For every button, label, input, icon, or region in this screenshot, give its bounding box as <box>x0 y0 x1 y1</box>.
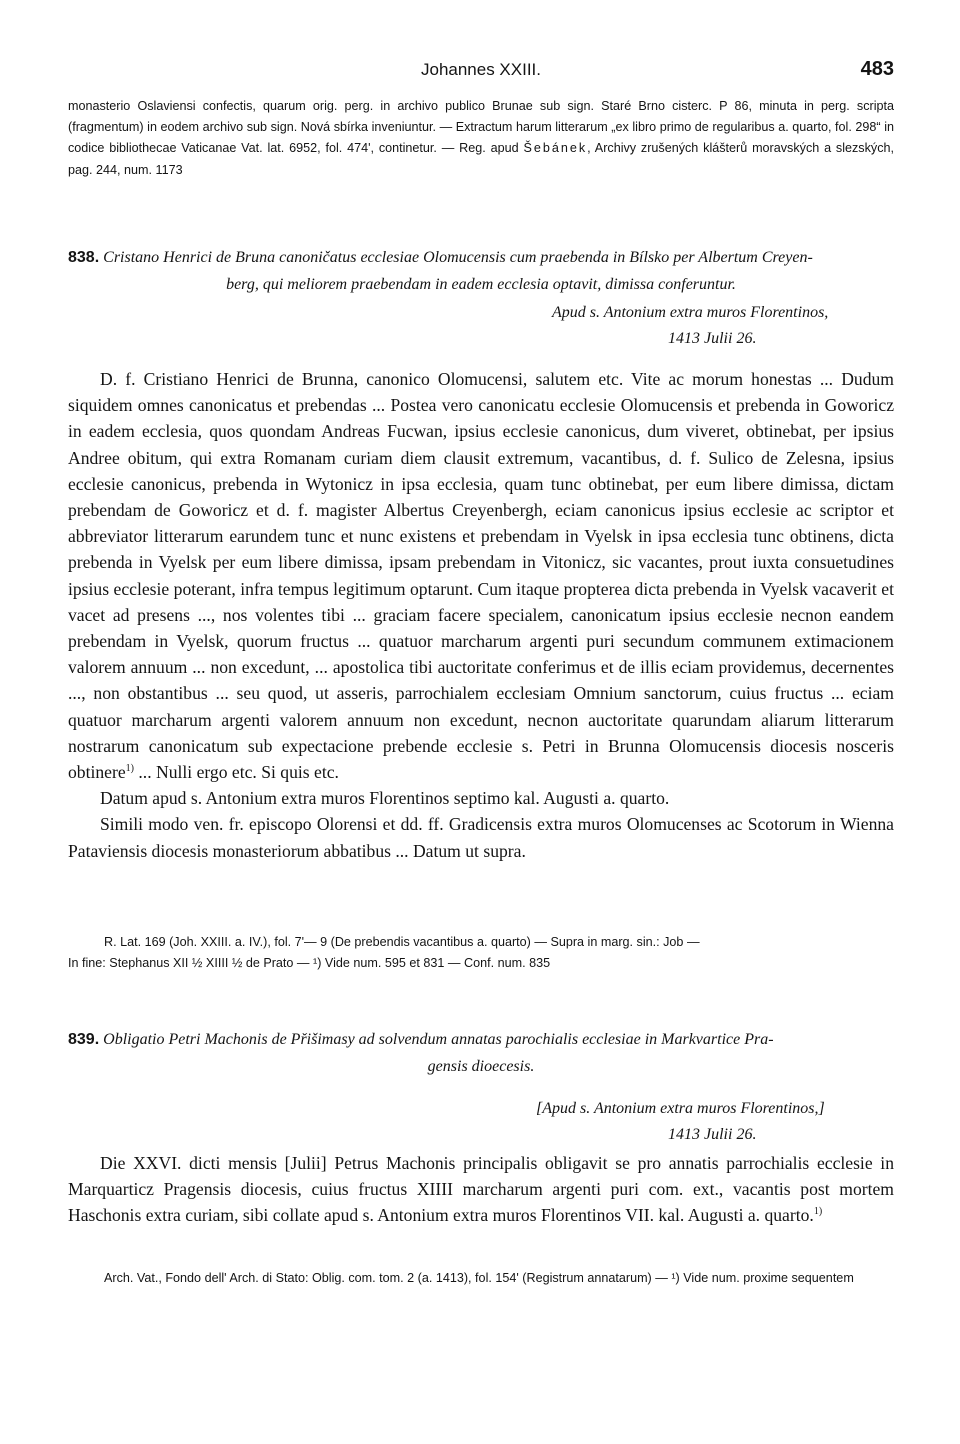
note-838-line1: R. Lat. 169 (Joh. XXIII. a. IV.), fol. 7'— 9 (De prebendis vacantibus a. quarto) — Supra in marg. sin.: Job — <box>104 935 700 949</box>
body-838-simili: Simili modo ven. fr. episcopo Olorensi et dd. ff. Gradicensis extra muros Olomucenses ac Scotorum in Wienna Pataviensis diocesis monasteriorum abbatibus ... Datum ut supra. <box>68 814 894 861</box>
footnote-author: Šebánek <box>523 141 588 156</box>
running-head <box>68 52 894 92</box>
regest-838-line2: berg, qui meliorem praebendam in eadem ecclesia optavit, dimissa conferuntur. <box>226 276 736 293</box>
note-838-line2: In fine: Stephanus XII ½ XIIII ½ de Prato — ¹) Vide num. 595 et 831 — Conf. num. 835 <box>68 956 551 971</box>
regest-838-line1: Cristano Henrici de Bruna canoničatus ecclesiae Olomucensis cum praebenda in Bílsko per Albertum Creyen- <box>103 249 813 266</box>
footnote-text-end: , Archivy zrušených klášterů moravských a slezských, pag. 244, num. 1173 <box>68 141 894 177</box>
previous-entry-footnote <box>68 96 894 181</box>
regest-838 <box>68 244 894 298</box>
document-number-839: 839. <box>68 1031 100 1048</box>
date-839: 1413 Julii 26. <box>668 1126 757 1143</box>
date-838: 1413 Julii 26. <box>668 330 757 347</box>
footnote-mark: 1) <box>813 1206 823 1218</box>
body-839-paragraph: Die XXVI. dicti mensis [Julii] Petrus Machonis principalis obligavit se pro annatis parrochialis ecclesie in Marquarticz Pragensis diocesis, cuius fructus XIIII marcharum argenti puri com. ext., vacantis post mortem Haschonis extra curiam, sibi collate apud s. Antonium extra muros Florentinos VII. kal. Augusti a. quarto.$^{1)}$ <box>68 1153 894 1226</box>
footnote-mark: 1) <box>125 763 134 775</box>
place-date-839 <box>536 1096 936 1148</box>
running-title: Johannes XXIII. <box>420 60 542 79</box>
note-838 <box>68 932 894 974</box>
place-date-838 <box>552 300 952 352</box>
body-838 <box>68 366 894 864</box>
body-838-datum: Datum apud s. Antonium extra muros Florentinos septimo kal. Augusti a. quarto. <box>100 788 670 809</box>
regest-839-line2: gensis dioecesis. <box>427 1058 535 1075</box>
body-838-paragraph: D. f. Cristiano Henrici de Brunna, canonico Olomucensi, salutem etc. Vite ac morum honestas ... Dudum siquidem omnes canonicatus et prebendas ... Postea vero canonicatu ecclesie Olomucensis et prebenda in Goworicz in eadem ecclesia, quos quondam Andreas Fucwan, ipsius ecclesie canonicus, dum viveret, obtinebat, per ipsius Andree obitum, qui extra Romanam curiam diem clausit extremum, vacantibus, d. f. Sulico de Zelesna, ipsius ecclesie canonicus, prebenda in Wytonicz in ipsa ecclesia, quam tunc obtinebat, per eum libere dimissa, dictam prebendam de Goworicz et d. f. magister Albertus Creyenbergh, eciam canonicus ipsius ecclesie ac scriptor et abbreviator litterarum earundem tunc et nunc existens et prebendam in Vyelsk in ipsa ecclesia tunc obtinens, dicta prebenda in Vyelsk per eum libere dimissa, ipsam prebendam in Vitonicz, sic vacantes, prout iuxta consuetudines ipsius ecclesie poterant, infra tempus legitimum optarunt. Cum itaque propterea dicta prebenda in Vyelsk vacaverit et vacet ad presens ..., nos volentes tibi ... graciam facere specialem, canonicatum ipsius ecclesie necnon eandem prebendam in Vyelsk, quorum fructus ... quatuor marcharum argenti puri secundum communem extimacionem valorem annuum ... non excedunt, ... apostolica tibi auctoritate conferimus et de illis eciam providemus, decernentes ..., non obstantibus ... seu quod, ut asseris, parrochialem ecclesiam Omnium sanctorum, cuius fructus ... eciam quatuor marcharum argenti valorem annuum non excedunt, necnon auctoritate quarundam aliarum litterarum nostrarum canonicatum sub expectacione prebende ecclesie s. Petri in Brunna Olomucensis diocesis nosceris obtinere$^{1)}$ ... Nulli ergo etc. Si quis etc. <box>68 369 894 783</box>
note-839 <box>68 1268 894 1289</box>
document-number-838: 838. <box>68 249 100 266</box>
regest-839 <box>68 1026 894 1080</box>
footnote-text: monasterio Oslaviensi confectis, quarum orig. perg. in archivo publico Brunae sub sign. Staré Brno cisterc. P 86, minuta in perg. scripta (fragmentum) in eodem archivo sub sign. Nová sbírka inveniuntur. — Extractum harum litterarum „ex libro primo de regularibus a. quarto, fol. 298“ in codice bibliothecae Vaticanae Vat. lat. 6952, fol. 474', continetur. — Reg. apud <box>68 99 894 156</box>
place-838: Apud s. Antonium extra muros Florentinos, <box>552 304 829 321</box>
place-839: [Apud s. Antonium extra muros Florentinos,] <box>536 1100 825 1117</box>
body-839 <box>68 1150 894 1229</box>
page-number: 483 <box>860 58 894 80</box>
regest-839-line1: Obligatio Petri Machonis de Přišimasy ad solvendum annatas parochialis ecclesiae in Markvartice Pra- <box>103 1031 774 1048</box>
note-839-text: Arch. Vat., Fondo dell' Arch. di Stato: Oblig. com. tom. 2 (a. 1413), fol. 154' (Registrum annatarum) — ¹) Vide num. proxime sequentem <box>104 1271 854 1285</box>
